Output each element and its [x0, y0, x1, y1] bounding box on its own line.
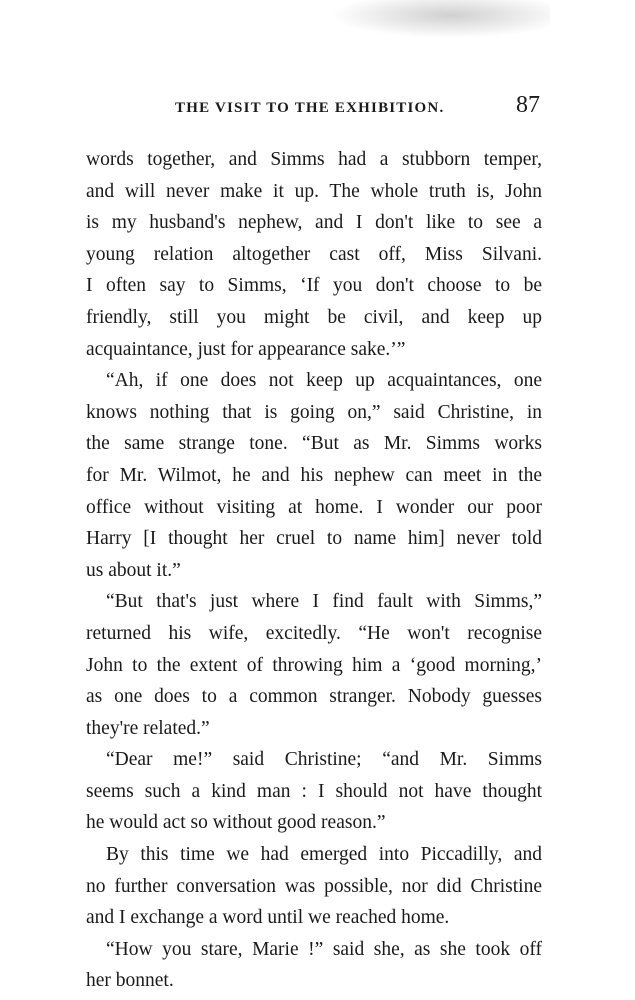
text-line: for Mr. Wilmot, he and his nephew can meet in the	[86, 464, 542, 486]
text-line: By this time we had emerged into Piccadilly, and	[106, 844, 542, 866]
text-line: is my husband's nephew, and I don't like to see a	[86, 212, 542, 234]
text-line: returned his wife, excitedly. “He won't recognise	[86, 622, 542, 644]
text-line: office without visiting at home. I wonder our poor	[86, 496, 542, 518]
text-line: they're related.”	[86, 717, 210, 739]
text-line: and will never make it up. The whole truth is, John	[86, 180, 542, 202]
text-line: as one does to a common stranger. Nobody guesses	[86, 686, 542, 708]
text-line: us about it.”	[86, 559, 181, 581]
text-line: the same strange tone. “But as Mr. Simms works	[86, 433, 542, 455]
text-line: “How you stare, Marie !” said she, as she took off	[106, 938, 542, 960]
page-number: 87	[516, 92, 540, 118]
text-line: “Dear me!” said Christine; “and Mr. Simms	[106, 749, 542, 771]
text-line: “But that's just where I find fault with Simms,”	[106, 591, 542, 613]
text-line: no further conversation was possible, nor did Christine	[86, 875, 542, 897]
text-line: knows nothing that is going on,” said Christine, in	[86, 401, 542, 423]
body-text	[86, 144, 542, 997]
text-line: and I exchange a word until we reached home.	[86, 907, 450, 929]
text-line: I often say to Simms, ‘If you don't choose to be	[86, 275, 542, 297]
text-line: “Ah, if one does not keep up acquaintances, one	[106, 370, 542, 392]
text-line: friendly, still you might be civil, and keep up	[86, 306, 542, 328]
text-line: he would act so without good reason.”	[86, 812, 386, 834]
text-line: acquaintance, just for appearance sake.’”	[86, 338, 406, 360]
running-title: THE VISIT TO THE EXHIBITION.	[175, 100, 445, 116]
text-line: seems such a kind man : I should not have thought	[86, 780, 542, 802]
text-line: John to the extent of throwing him a ‘good morning,’	[86, 654, 542, 676]
ink-smudge	[330, 0, 550, 38]
text-line: Harry [I thought her cruel to name him] never told	[86, 528, 542, 550]
text-line: her bonnet.	[86, 970, 174, 992]
text-line: young relation altogether cast off, Miss Silvani.	[86, 243, 542, 265]
text-line: words together, and Simms had a stubborn temper,	[86, 149, 542, 170]
